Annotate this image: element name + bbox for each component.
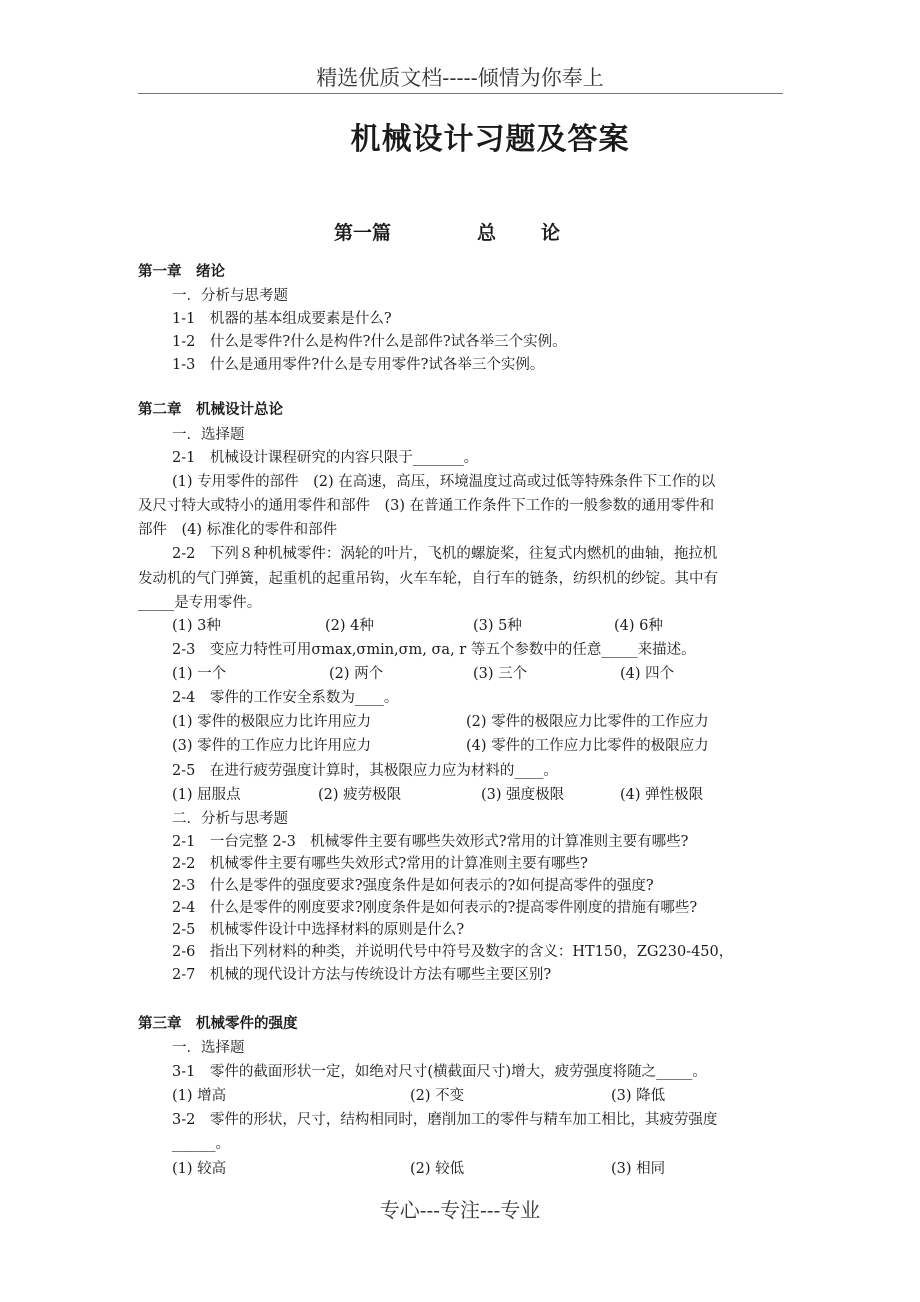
option: (2) 较低 [410, 1161, 465, 1177]
question-2-2-line-1: 2-2 下列８种机械零件：涡轮的叶片，飞机的螺旋桨，往复式内燃机的曲轴，拖拉机 [172, 546, 718, 562]
question-2-3-think: 2-3 什么是零件的强度要求?强度条件是如何表示的?如何提高零件的强度? [172, 878, 654, 894]
question-2-6-think: 2-6 指出下列材料的种类，并说明代号中符号及数字的含义：HT150，ZG230-450， [172, 944, 734, 960]
part-label: 第一篇 [334, 222, 392, 244]
page-footer: 专心---专注---专业 [379, 1198, 541, 1222]
option: (3) 降低 [611, 1088, 666, 1104]
part-word-1: 总 [477, 222, 497, 244]
part-word-2: 论 [541, 222, 561, 244]
question-2-3: 2-3 变应力特性可用σmax,σmin,σm, σa, r 等五个参数中的任意_____来描述。 [172, 642, 696, 658]
question-2-2-think: 2-2 机械零件主要有哪些失效形式?常用的计算准则主要有哪些? [172, 856, 588, 872]
question-2-5-think: 2-5 机械零件设计中选择材料的原则是什么? [172, 922, 465, 938]
chapter-1-heading: 第一章 绪论 [138, 263, 225, 280]
option: (1) 零件的极限应力比许用应力 [172, 714, 372, 730]
option: (3) 三个 [473, 666, 528, 682]
question-2-1-options-line-1: (1) 专用零件的部件 (2) 在高速，高压，环境温度过高或过低等特殊条件下工作的以 [172, 474, 716, 490]
option: (1) 增高 [172, 1088, 227, 1104]
chapter-2-heading: 第二章 机械设计总论 [138, 401, 283, 418]
section-heading: 二．分析与思考题 [172, 811, 288, 827]
question-2-5: 2-5 在进行疲劳强度计算时，其极限应力应为材料的____。 [172, 763, 558, 779]
question-2-2-line-3: _____是专用零件。 [138, 595, 262, 611]
option: (3) 5种 [473, 618, 522, 634]
question-3-2-line-2: ______。 [172, 1136, 230, 1152]
section-heading: 一．分析与思考题 [172, 288, 288, 304]
option: (2) 零件的极限应力比零件的工作应力 [466, 714, 709, 730]
option: (4) 四个 [620, 666, 675, 682]
question-2-2-line-2: 发动机的气门弹簧，起重机的起重吊钩，火车车轮，自行车的链条，纺织机的纱锭。其中有 [138, 571, 718, 587]
question-2-1: 2-1 机械设计课程研究的内容只限于_______。 [172, 450, 479, 466]
option: (1) 一个 [172, 666, 227, 682]
option: (3) 零件的工作应力比许用应力 [172, 738, 372, 754]
option: (4) 零件的工作应力比零件的极限应力 [466, 738, 709, 754]
question-3-2-line-1: 3-2 零件的形状，尺寸，结构相同时，磨削加工的零件与精车加工相比，其疲劳强度 [172, 1112, 718, 1128]
option: (2) 4种 [325, 618, 374, 634]
question-2-4-think: 2-4 什么是零件的刚度要求?刚度条件是如何表示的?提高零件刚度的措施有哪些? [172, 900, 698, 916]
option: (1) 3种 [172, 618, 221, 634]
option: (2) 疲劳极限 [318, 787, 402, 803]
option: (1) 较高 [172, 1161, 227, 1177]
document-title: 机械设计习题及答案 [350, 122, 630, 157]
question-2-1-options-line-3: 部件 (4) 标准化的零件和部件 [138, 522, 338, 538]
question-1-3: 1-3 什么是通用零件?什么是专用零件?试各举三个实例。 [172, 357, 545, 373]
question-1-2: 1-2 什么是零件?什么是构件?什么是部件?试各举三个实例。 [172, 334, 567, 350]
option: (2) 两个 [329, 666, 384, 682]
option: (4) 6种 [614, 618, 663, 634]
question-2-1-options-line-2: 及尺寸特大或特小的通用零件和部件 (3) 在普通工作条件下工作的一般参数的通用零件和 [138, 498, 715, 514]
question-2-7-think: 2-7 机械的现代设计方法与传统设计方法有哪些主要区别? [172, 967, 552, 983]
page-header: 精选优质文档-----倾情为你奉上 [316, 66, 604, 90]
header-rule [138, 93, 783, 94]
option: (2) 不变 [410, 1088, 465, 1104]
option: (3) 强度极限 [481, 787, 565, 803]
question-3-1: 3-1 零件的截面形状一定，如绝对尺寸(横截面尺寸)增大，疲劳强度将随之_____。 [172, 1064, 707, 1080]
section-heading: 一．选择题 [172, 1040, 245, 1056]
question-2-1-think: 2-1 一台完整 2-3 机械零件主要有哪些失效形式?常用的计算准则主要有哪些? [172, 834, 689, 850]
question-1-1: 1-1 机器的基本组成要素是什么? [172, 311, 392, 327]
chapter-3-heading: 第三章 机械零件的强度 [138, 1015, 298, 1032]
question-2-4: 2-4 零件的工作安全系数为____。 [172, 690, 399, 706]
option: (1) 屈服点 [172, 787, 241, 803]
section-heading: 一．选择题 [172, 427, 245, 443]
option: (3) 相同 [611, 1161, 666, 1177]
option: (4) 弹性极限 [620, 787, 704, 803]
